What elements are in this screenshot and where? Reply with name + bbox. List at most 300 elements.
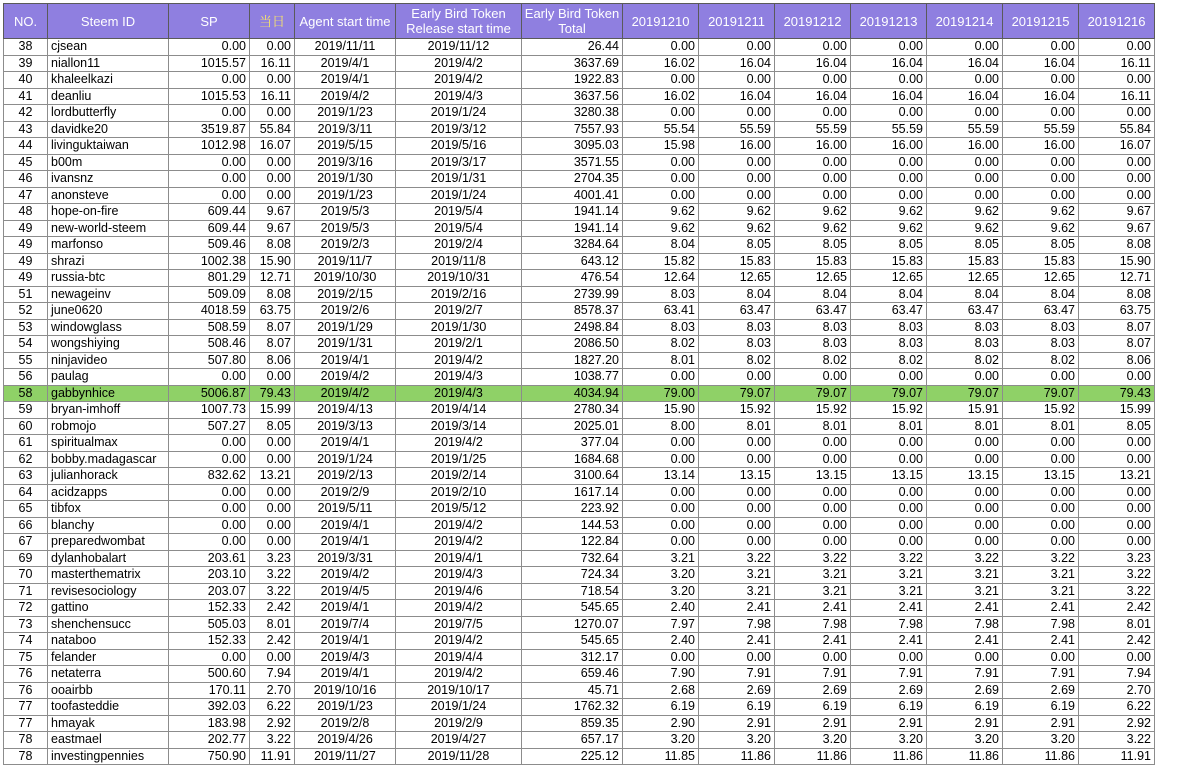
cell-agent-start[interactable]: 2019/3/31 bbox=[295, 550, 396, 567]
table-row[interactable] bbox=[4, 418, 1155, 435]
cell-20191214[interactable]: 63.47 bbox=[927, 303, 1003, 320]
cell-20191215[interactable]: 0.00 bbox=[1003, 501, 1079, 518]
cell-20191215[interactable]: 8.03 bbox=[1003, 319, 1079, 336]
cell-steem-id[interactable]: new-world-steem bbox=[48, 220, 169, 237]
cell-release-start[interactable]: 2019/4/3 bbox=[396, 567, 522, 584]
cell-no[interactable]: 60 bbox=[4, 418, 48, 435]
cell-20191214[interactable]: 0.00 bbox=[927, 369, 1003, 386]
cell-20191215[interactable]: 16.04 bbox=[1003, 55, 1079, 72]
cell-20191214[interactable]: 16.04 bbox=[927, 88, 1003, 105]
cell-release-start[interactable]: 2019/7/5 bbox=[396, 616, 522, 633]
cell-no[interactable]: 40 bbox=[4, 72, 48, 89]
cell-20191212[interactable]: 2.41 bbox=[775, 633, 851, 650]
cell-20191215[interactable]: 9.62 bbox=[1003, 204, 1079, 221]
cell-20191213[interactable]: 15.83 bbox=[851, 253, 927, 270]
cell-20191213[interactable]: 8.05 bbox=[851, 237, 927, 254]
cell-no[interactable]: 47 bbox=[4, 187, 48, 204]
cell-20191214[interactable]: 2.69 bbox=[927, 682, 1003, 699]
cell-steem-id[interactable]: shrazi bbox=[48, 253, 169, 270]
cell-steem-id[interactable]: niallon11 bbox=[48, 55, 169, 72]
cell-release-start[interactable]: 2019/1/31 bbox=[396, 171, 522, 188]
cell-sp[interactable]: 3519.87 bbox=[169, 121, 250, 138]
cell-20191213[interactable]: 3.20 bbox=[851, 732, 927, 749]
cell-today[interactable]: 0.00 bbox=[250, 171, 295, 188]
cell-agent-start[interactable]: 2019/7/4 bbox=[295, 616, 396, 633]
cell-20191216[interactable]: 16.11 bbox=[1079, 88, 1155, 105]
cell-agent-start[interactable]: 2019/4/1 bbox=[295, 534, 396, 551]
cell-no[interactable]: 71 bbox=[4, 583, 48, 600]
cell-sp[interactable]: 0.00 bbox=[169, 72, 250, 89]
cell-20191216[interactable]: 16.07 bbox=[1079, 138, 1155, 155]
cell-20191213[interactable]: 0.00 bbox=[851, 187, 927, 204]
cell-20191212[interactable]: 9.62 bbox=[775, 220, 851, 237]
cell-20191213[interactable]: 15.92 bbox=[851, 402, 927, 419]
header-col-steem-id[interactable]: Steem ID bbox=[48, 4, 169, 39]
cell-20191213[interactable]: 3.21 bbox=[851, 583, 927, 600]
header-col-20191213[interactable]: 20191213 bbox=[851, 4, 927, 39]
cell-no[interactable]: 41 bbox=[4, 88, 48, 105]
cell-agent-start[interactable]: 2019/1/23 bbox=[295, 699, 396, 716]
cell-20191212[interactable]: 3.20 bbox=[775, 732, 851, 749]
cell-sp[interactable]: 750.90 bbox=[169, 748, 250, 765]
cell-sp[interactable]: 1015.57 bbox=[169, 55, 250, 72]
cell-total[interactable]: 476.54 bbox=[522, 270, 623, 287]
cell-20191215[interactable]: 0.00 bbox=[1003, 517, 1079, 534]
cell-total[interactable]: 1684.68 bbox=[522, 451, 623, 468]
cell-20191215[interactable]: 3.21 bbox=[1003, 567, 1079, 584]
cell-today[interactable]: 0.00 bbox=[250, 187, 295, 204]
cell-20191213[interactable]: 13.15 bbox=[851, 468, 927, 485]
cell-20191216[interactable]: 11.91 bbox=[1079, 748, 1155, 765]
cell-20191211[interactable]: 2.41 bbox=[699, 633, 775, 650]
cell-agent-start[interactable]: 2019/4/1 bbox=[295, 517, 396, 534]
cell-20191210[interactable]: 0.00 bbox=[623, 649, 699, 666]
table-row[interactable] bbox=[4, 171, 1155, 188]
cell-20191213[interactable]: 16.04 bbox=[851, 55, 927, 72]
cell-20191210[interactable]: 0.00 bbox=[623, 39, 699, 56]
cell-release-start[interactable]: 2019/2/16 bbox=[396, 286, 522, 303]
cell-sp[interactable]: 509.46 bbox=[169, 237, 250, 254]
table-row[interactable] bbox=[4, 649, 1155, 666]
cell-20191215[interactable]: 0.00 bbox=[1003, 105, 1079, 122]
cell-agent-start[interactable]: 2019/4/2 bbox=[295, 567, 396, 584]
cell-20191214[interactable]: 0.00 bbox=[927, 451, 1003, 468]
cell-steem-id[interactable]: russia-btc bbox=[48, 270, 169, 287]
cell-total[interactable]: 718.54 bbox=[522, 583, 623, 600]
cell-total[interactable]: 1827.20 bbox=[522, 352, 623, 369]
cell-20191214[interactable]: 12.65 bbox=[927, 270, 1003, 287]
cell-20191216[interactable]: 8.07 bbox=[1079, 319, 1155, 336]
cell-20191215[interactable]: 16.04 bbox=[1003, 88, 1079, 105]
cell-total[interactable]: 45.71 bbox=[522, 682, 623, 699]
cell-20191210[interactable]: 0.00 bbox=[623, 534, 699, 551]
table-row[interactable] bbox=[4, 88, 1155, 105]
table-row[interactable] bbox=[4, 187, 1155, 204]
cell-steem-id[interactable]: tibfox bbox=[48, 501, 169, 518]
table-row[interactable] bbox=[4, 600, 1155, 617]
cell-total[interactable]: 545.65 bbox=[522, 633, 623, 650]
cell-20191215[interactable]: 3.22 bbox=[1003, 550, 1079, 567]
cell-20191213[interactable]: 0.00 bbox=[851, 451, 927, 468]
cell-today[interactable]: 16.07 bbox=[250, 138, 295, 155]
cell-agent-start[interactable]: 2019/4/1 bbox=[295, 666, 396, 683]
cell-20191216[interactable]: 0.00 bbox=[1079, 435, 1155, 452]
cell-20191214[interactable]: 7.91 bbox=[927, 666, 1003, 683]
cell-20191212[interactable]: 79.07 bbox=[775, 385, 851, 402]
cell-20191214[interactable]: 2.91 bbox=[927, 715, 1003, 732]
cell-sp[interactable]: 0.00 bbox=[169, 451, 250, 468]
cell-release-start[interactable]: 2019/4/27 bbox=[396, 732, 522, 749]
cell-20191210[interactable]: 0.00 bbox=[623, 435, 699, 452]
cell-agent-start[interactable]: 2019/4/13 bbox=[295, 402, 396, 419]
cell-sp[interactable]: 505.03 bbox=[169, 616, 250, 633]
cell-today[interactable]: 2.42 bbox=[250, 600, 295, 617]
cell-20191212[interactable]: 0.00 bbox=[775, 484, 851, 501]
cell-agent-start[interactable]: 2019/4/3 bbox=[295, 649, 396, 666]
cell-release-start[interactable]: 2019/1/24 bbox=[396, 105, 522, 122]
cell-release-start[interactable]: 2019/5/4 bbox=[396, 220, 522, 237]
cell-no[interactable]: 44 bbox=[4, 138, 48, 155]
cell-release-start[interactable]: 2019/2/4 bbox=[396, 237, 522, 254]
cell-today[interactable]: 0.00 bbox=[250, 534, 295, 551]
cell-steem-id[interactable]: hope-on-fire bbox=[48, 204, 169, 221]
cell-no[interactable]: 73 bbox=[4, 616, 48, 633]
cell-total[interactable]: 2025.01 bbox=[522, 418, 623, 435]
cell-sp[interactable]: 4018.59 bbox=[169, 303, 250, 320]
cell-20191215[interactable]: 16.00 bbox=[1003, 138, 1079, 155]
cell-total[interactable]: 657.17 bbox=[522, 732, 623, 749]
cell-release-start[interactable]: 2019/2/9 bbox=[396, 715, 522, 732]
cell-20191210[interactable]: 63.41 bbox=[623, 303, 699, 320]
cell-20191216[interactable]: 8.07 bbox=[1079, 336, 1155, 353]
cell-20191214[interactable]: 0.00 bbox=[927, 484, 1003, 501]
cell-20191216[interactable]: 3.22 bbox=[1079, 567, 1155, 584]
cell-20191215[interactable]: 8.01 bbox=[1003, 418, 1079, 435]
cell-20191215[interactable]: 0.00 bbox=[1003, 39, 1079, 56]
cell-20191213[interactable]: 16.04 bbox=[851, 88, 927, 105]
cell-20191212[interactable]: 0.00 bbox=[775, 187, 851, 204]
cell-release-start[interactable]: 2019/3/17 bbox=[396, 154, 522, 171]
cell-20191210[interactable]: 15.90 bbox=[623, 402, 699, 419]
cell-total[interactable]: 2780.34 bbox=[522, 402, 623, 419]
cell-20191211[interactable]: 16.04 bbox=[699, 88, 775, 105]
cell-20191216[interactable]: 2.42 bbox=[1079, 633, 1155, 650]
cell-20191214[interactable]: 8.04 bbox=[927, 286, 1003, 303]
cell-20191212[interactable]: 2.91 bbox=[775, 715, 851, 732]
table-row[interactable] bbox=[4, 55, 1155, 72]
table-row[interactable] bbox=[4, 666, 1155, 683]
cell-sp[interactable]: 0.00 bbox=[169, 369, 250, 386]
cell-20191213[interactable]: 79.07 bbox=[851, 385, 927, 402]
cell-agent-start[interactable]: 2019/5/11 bbox=[295, 501, 396, 518]
cell-no[interactable]: 48 bbox=[4, 204, 48, 221]
cell-20191215[interactable]: 79.07 bbox=[1003, 385, 1079, 402]
cell-sp[interactable]: 152.33 bbox=[169, 600, 250, 617]
table-row[interactable] bbox=[4, 699, 1155, 716]
cell-no[interactable]: 72 bbox=[4, 600, 48, 617]
header-col-sp[interactable]: SP bbox=[169, 4, 250, 39]
cell-sp[interactable]: 0.00 bbox=[169, 187, 250, 204]
cell-total[interactable]: 144.53 bbox=[522, 517, 623, 534]
cell-no[interactable]: 74 bbox=[4, 633, 48, 650]
cell-20191216[interactable]: 8.05 bbox=[1079, 418, 1155, 435]
cell-20191211[interactable]: 6.19 bbox=[699, 699, 775, 716]
cell-20191215[interactable]: 8.05 bbox=[1003, 237, 1079, 254]
cell-20191210[interactable]: 2.40 bbox=[623, 600, 699, 617]
cell-steem-id[interactable]: spiritualmax bbox=[48, 435, 169, 452]
cell-sp[interactable]: 203.07 bbox=[169, 583, 250, 600]
cell-20191211[interactable]: 3.20 bbox=[699, 732, 775, 749]
cell-20191210[interactable]: 0.00 bbox=[623, 72, 699, 89]
cell-20191211[interactable]: 8.03 bbox=[699, 336, 775, 353]
cell-20191212[interactable]: 8.05 bbox=[775, 237, 851, 254]
cell-20191211[interactable]: 8.05 bbox=[699, 237, 775, 254]
cell-20191215[interactable]: 0.00 bbox=[1003, 435, 1079, 452]
cell-20191212[interactable]: 0.00 bbox=[775, 105, 851, 122]
cell-steem-id[interactable]: ooairbb bbox=[48, 682, 169, 699]
cell-20191212[interactable]: 2.41 bbox=[775, 600, 851, 617]
cell-20191213[interactable]: 16.00 bbox=[851, 138, 927, 155]
cell-20191215[interactable]: 7.91 bbox=[1003, 666, 1079, 683]
cell-20191216[interactable]: 8.01 bbox=[1079, 616, 1155, 633]
cell-20191211[interactable]: 16.04 bbox=[699, 55, 775, 72]
cell-agent-start[interactable]: 2019/3/11 bbox=[295, 121, 396, 138]
cell-20191211[interactable]: 3.21 bbox=[699, 567, 775, 584]
cell-total[interactable]: 1270.07 bbox=[522, 616, 623, 633]
cell-no[interactable]: 38 bbox=[4, 39, 48, 56]
cell-20191211[interactable]: 12.65 bbox=[699, 270, 775, 287]
cell-sp[interactable]: 508.59 bbox=[169, 319, 250, 336]
cell-total[interactable]: 1941.14 bbox=[522, 220, 623, 237]
cell-agent-start[interactable]: 2019/1/23 bbox=[295, 187, 396, 204]
cell-total[interactable]: 3637.69 bbox=[522, 55, 623, 72]
cell-20191213[interactable]: 0.00 bbox=[851, 484, 927, 501]
cell-20191211[interactable]: 15.92 bbox=[699, 402, 775, 419]
cell-20191214[interactable]: 8.03 bbox=[927, 336, 1003, 353]
cell-20191213[interactable]: 2.41 bbox=[851, 633, 927, 650]
cell-today[interactable]: 6.22 bbox=[250, 699, 295, 716]
table-row[interactable] bbox=[4, 715, 1155, 732]
cell-agent-start[interactable]: 2019/4/2 bbox=[295, 88, 396, 105]
cell-sp[interactable]: 508.46 bbox=[169, 336, 250, 353]
header-col-release-start[interactable]: Early Bird Token Release start time bbox=[396, 4, 522, 39]
cell-20191215[interactable]: 3.21 bbox=[1003, 583, 1079, 600]
cell-no[interactable]: 78 bbox=[4, 732, 48, 749]
cell-sp[interactable]: 609.44 bbox=[169, 204, 250, 221]
cell-20191214[interactable]: 79.07 bbox=[927, 385, 1003, 402]
cell-today[interactable]: 9.67 bbox=[250, 204, 295, 221]
cell-today[interactable]: 9.67 bbox=[250, 220, 295, 237]
cell-20191210[interactable]: 7.90 bbox=[623, 666, 699, 683]
cell-release-start[interactable]: 2019/1/24 bbox=[396, 187, 522, 204]
cell-20191213[interactable]: 63.47 bbox=[851, 303, 927, 320]
cell-total[interactable]: 2498.84 bbox=[522, 319, 623, 336]
cell-steem-id[interactable]: june0620 bbox=[48, 303, 169, 320]
cell-release-start[interactable]: 2019/4/3 bbox=[396, 88, 522, 105]
cell-20191210[interactable]: 15.82 bbox=[623, 253, 699, 270]
cell-20191216[interactable]: 0.00 bbox=[1079, 451, 1155, 468]
header-col-20191214[interactable]: 20191214 bbox=[927, 4, 1003, 39]
table-row[interactable] bbox=[4, 303, 1155, 320]
cell-20191216[interactable]: 6.22 bbox=[1079, 699, 1155, 716]
cell-release-start[interactable]: 2019/1/24 bbox=[396, 699, 522, 716]
cell-20191211[interactable]: 3.21 bbox=[699, 583, 775, 600]
cell-today[interactable]: 0.00 bbox=[250, 39, 295, 56]
cell-release-start[interactable]: 2019/2/7 bbox=[396, 303, 522, 320]
cell-20191211[interactable]: 0.00 bbox=[699, 534, 775, 551]
cell-20191215[interactable]: 2.91 bbox=[1003, 715, 1079, 732]
cell-20191216[interactable]: 63.75 bbox=[1079, 303, 1155, 320]
cell-agent-start[interactable]: 2019/10/30 bbox=[295, 270, 396, 287]
cell-20191216[interactable]: 0.00 bbox=[1079, 649, 1155, 666]
cell-20191216[interactable]: 0.00 bbox=[1079, 369, 1155, 386]
cell-20191213[interactable]: 8.03 bbox=[851, 319, 927, 336]
cell-20191213[interactable]: 2.41 bbox=[851, 600, 927, 617]
table-row[interactable] bbox=[4, 732, 1155, 749]
cell-20191215[interactable]: 15.83 bbox=[1003, 253, 1079, 270]
cell-20191215[interactable]: 63.47 bbox=[1003, 303, 1079, 320]
cell-20191216[interactable]: 0.00 bbox=[1079, 105, 1155, 122]
cell-steem-id[interactable]: ninjavideo bbox=[48, 352, 169, 369]
cell-20191210[interactable]: 0.00 bbox=[623, 517, 699, 534]
cell-20191213[interactable]: 0.00 bbox=[851, 435, 927, 452]
cell-20191216[interactable]: 0.00 bbox=[1079, 72, 1155, 89]
cell-agent-start[interactable]: 2019/4/1 bbox=[295, 72, 396, 89]
cell-sp[interactable]: 203.10 bbox=[169, 567, 250, 584]
cell-today[interactable]: 79.43 bbox=[250, 385, 295, 402]
cell-20191214[interactable]: 8.01 bbox=[927, 418, 1003, 435]
cell-20191213[interactable]: 3.21 bbox=[851, 567, 927, 584]
cell-sp[interactable]: 507.80 bbox=[169, 352, 250, 369]
cell-total[interactable]: 7557.93 bbox=[522, 121, 623, 138]
cell-20191213[interactable]: 0.00 bbox=[851, 105, 927, 122]
cell-20191212[interactable]: 0.00 bbox=[775, 171, 851, 188]
cell-20191211[interactable]: 16.00 bbox=[699, 138, 775, 155]
cell-today[interactable]: 8.08 bbox=[250, 286, 295, 303]
cell-20191213[interactable]: 9.62 bbox=[851, 204, 927, 221]
cell-release-start[interactable]: 2019/11/28 bbox=[396, 748, 522, 765]
header-col-20191216[interactable]: 20191216 bbox=[1079, 4, 1155, 39]
cell-agent-start[interactable]: 2019/3/16 bbox=[295, 154, 396, 171]
cell-no[interactable]: 58 bbox=[4, 385, 48, 402]
cell-total[interactable]: 3284.64 bbox=[522, 237, 623, 254]
cell-20191213[interactable]: 0.00 bbox=[851, 517, 927, 534]
cell-20191213[interactable]: 0.00 bbox=[851, 72, 927, 89]
cell-20191215[interactable]: 0.00 bbox=[1003, 484, 1079, 501]
cell-20191211[interactable]: 15.83 bbox=[699, 253, 775, 270]
cell-today[interactable]: 3.22 bbox=[250, 732, 295, 749]
cell-20191214[interactable]: 13.15 bbox=[927, 468, 1003, 485]
cell-20191214[interactable]: 3.21 bbox=[927, 583, 1003, 600]
cell-no[interactable]: 46 bbox=[4, 171, 48, 188]
cell-20191211[interactable]: 0.00 bbox=[699, 72, 775, 89]
cell-no[interactable]: 43 bbox=[4, 121, 48, 138]
cell-20191211[interactable]: 0.00 bbox=[699, 484, 775, 501]
cell-20191210[interactable]: 3.21 bbox=[623, 550, 699, 567]
cell-20191215[interactable]: 8.02 bbox=[1003, 352, 1079, 369]
cell-release-start[interactable]: 2019/4/1 bbox=[396, 550, 522, 567]
cell-sp[interactable]: 1015.53 bbox=[169, 88, 250, 105]
cell-20191214[interactable]: 0.00 bbox=[927, 517, 1003, 534]
header-col-20191210[interactable]: 20191210 bbox=[623, 4, 699, 39]
cell-today[interactable]: 0.00 bbox=[250, 154, 295, 171]
cell-total[interactable]: 122.84 bbox=[522, 534, 623, 551]
cell-20191210[interactable]: 12.64 bbox=[623, 270, 699, 287]
cell-agent-start[interactable]: 2019/1/24 bbox=[295, 451, 396, 468]
cell-release-start[interactable]: 2019/4/2 bbox=[396, 633, 522, 650]
cell-20191211[interactable]: 0.00 bbox=[699, 171, 775, 188]
cell-20191214[interactable]: 0.00 bbox=[927, 171, 1003, 188]
cell-20191216[interactable]: 3.23 bbox=[1079, 550, 1155, 567]
cell-20191216[interactable]: 0.00 bbox=[1079, 517, 1155, 534]
cell-20191212[interactable]: 0.00 bbox=[775, 154, 851, 171]
cell-20191216[interactable]: 0.00 bbox=[1079, 484, 1155, 501]
cell-20191214[interactable]: 3.21 bbox=[927, 567, 1003, 584]
cell-sp[interactable]: 801.29 bbox=[169, 270, 250, 287]
cell-20191215[interactable]: 0.00 bbox=[1003, 72, 1079, 89]
cell-agent-start[interactable]: 2019/11/27 bbox=[295, 748, 396, 765]
cell-total[interactable]: 2739.99 bbox=[522, 286, 623, 303]
cell-no[interactable]: 52 bbox=[4, 303, 48, 320]
table-row[interactable] bbox=[4, 369, 1155, 386]
header-col-20191215[interactable]: 20191215 bbox=[1003, 4, 1079, 39]
cell-20191211[interactable]: 11.86 bbox=[699, 748, 775, 765]
cell-total[interactable]: 659.46 bbox=[522, 666, 623, 683]
cell-steem-id[interactable]: julianhorack bbox=[48, 468, 169, 485]
cell-steem-id[interactable]: livinguktaiwan bbox=[48, 138, 169, 155]
cell-20191210[interactable]: 0.00 bbox=[623, 154, 699, 171]
cell-total[interactable]: 225.12 bbox=[522, 748, 623, 765]
cell-agent-start[interactable]: 2019/2/6 bbox=[295, 303, 396, 320]
cell-agent-start[interactable]: 2019/4/1 bbox=[295, 600, 396, 617]
cell-no[interactable]: 49 bbox=[4, 220, 48, 237]
cell-20191211[interactable]: 8.02 bbox=[699, 352, 775, 369]
cell-20191210[interactable]: 8.00 bbox=[623, 418, 699, 435]
cell-release-start[interactable]: 2019/4/2 bbox=[396, 534, 522, 551]
cell-20191214[interactable]: 16.00 bbox=[927, 138, 1003, 155]
cell-today[interactable]: 2.92 bbox=[250, 715, 295, 732]
cell-20191212[interactable]: 0.00 bbox=[775, 534, 851, 551]
cell-agent-start[interactable]: 2019/10/16 bbox=[295, 682, 396, 699]
cell-20191212[interactable]: 0.00 bbox=[775, 435, 851, 452]
cell-agent-start[interactable]: 2019/3/13 bbox=[295, 418, 396, 435]
cell-20191211[interactable]: 0.00 bbox=[699, 435, 775, 452]
cell-20191216[interactable]: 15.99 bbox=[1079, 402, 1155, 419]
cell-20191210[interactable]: 8.04 bbox=[623, 237, 699, 254]
cell-20191210[interactable]: 0.00 bbox=[623, 369, 699, 386]
table-row[interactable] bbox=[4, 501, 1155, 518]
cell-release-start[interactable]: 2019/2/1 bbox=[396, 336, 522, 353]
cell-20191212[interactable]: 0.00 bbox=[775, 451, 851, 468]
cell-today[interactable]: 0.00 bbox=[250, 105, 295, 122]
cell-20191214[interactable]: 0.00 bbox=[927, 435, 1003, 452]
cell-20191211[interactable]: 8.01 bbox=[699, 418, 775, 435]
cell-no[interactable]: 70 bbox=[4, 567, 48, 584]
cell-steem-id[interactable]: investingpennies bbox=[48, 748, 169, 765]
cell-agent-start[interactable]: 2019/4/2 bbox=[295, 369, 396, 386]
cell-steem-id[interactable]: gabbynhice bbox=[48, 385, 169, 402]
cell-total[interactable]: 1941.14 bbox=[522, 204, 623, 221]
cell-sp[interactable]: 1012.98 bbox=[169, 138, 250, 155]
cell-20191216[interactable]: 0.00 bbox=[1079, 187, 1155, 204]
cell-no[interactable]: 54 bbox=[4, 336, 48, 353]
cell-total[interactable]: 2086.50 bbox=[522, 336, 623, 353]
cell-sp[interactable]: 0.00 bbox=[169, 649, 250, 666]
cell-20191213[interactable]: 0.00 bbox=[851, 154, 927, 171]
cell-20191216[interactable]: 55.84 bbox=[1079, 121, 1155, 138]
cell-total[interactable]: 732.64 bbox=[522, 550, 623, 567]
cell-steem-id[interactable]: shenchensucc bbox=[48, 616, 169, 633]
